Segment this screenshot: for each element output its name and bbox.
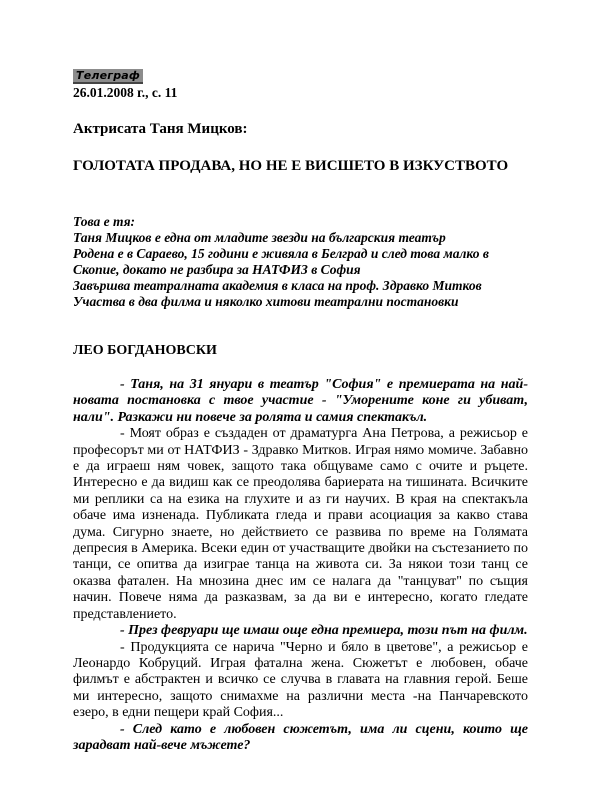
interview-question: - След като е любовен сюжетът, има ли сцени, които ще зарадват най-вече мъжете? (73, 721, 528, 753)
intro-line: Таня Мицков е една от младите звезди на българския театър (73, 230, 446, 245)
intro-line: Това е тя: (73, 214, 136, 229)
author-name: ЛЕО БОГДАНОВСКИ (73, 343, 217, 358)
intro-box (73, 214, 528, 310)
article-headline: ГОЛОТАТА ПРОДАВА, НО НЕ Е ВИСШЕТО В ИЗКУСТВОТО (73, 158, 509, 174)
interview-answer: - Моят образ е създаден от драматурга Ана Петрова, а режисьор е професорът ми от НАТФИЗ - Здравко Митков. Играя нямо момиче. Забавно е да играеш ням човек, защото така общуваме само с очите и ръцете. Интересно е да видиш как се преодолява бариерата на тишината. Всичките ми реплики са на езика на глухите и аз ги научих. В края на спектакъла обаче има изненада. Публиката гледа и прави асоциация за какво става дума. Сигурно знаете, но действието се развива по време на Голямата депресия в Америка. Всеки един от участващите двойки на състезанието по танци, се опитва да изиграе танца на живота си. За някои този танц се оказва фатален. На мнозина днес им се налага да "танцуват" по същия начин. Повече няма да разказвам, за да ви е интересно, когато гледате представлението. (73, 426, 528, 622)
article-page (73, 66, 528, 754)
article-kicker: Актрисата Таня Мицков: (73, 121, 248, 137)
interview-question: - Таня, на 31 януари в театър "София" е премиерата на най-новата постановка с твое участие - "Уморените коне ги убиват, нали". Разкажи ни повече за ролята и самия спектакъл. (73, 377, 528, 425)
interview-answer: - Продукцията се нарича "Черно и бяло в цветове", а режисьор е Леонардо Кобруций. Играя фатална жена. Сюжетът е любовен, обаче филмът е абстрактен и всичко се случва в главата на главния герой. Беше ми интересно, защото снимахме на различни места -на Панчаревското езеро, в едни пещери край София... (73, 639, 528, 721)
intro-line: Скопие, докато не разбира за НАТФИЗ в София (73, 262, 361, 277)
newspaper-logo: Телеграф (73, 69, 143, 84)
intro-line: Участва в два филма и няколко хитови театрални постановки (73, 294, 459, 309)
intro-line: Родена е в Сараево, 15 години е живяла в Белград и след това малко в (73, 246, 489, 261)
article-body (73, 377, 528, 754)
date-line: 26.01.2008 г., с. 11 (73, 85, 178, 100)
interview-question: - През февруари ще имаш още една премиера, този път на филм. (120, 623, 528, 639)
intro-line: Завършва театралната академия в класа на проф. Здравко Митков (73, 278, 482, 293)
